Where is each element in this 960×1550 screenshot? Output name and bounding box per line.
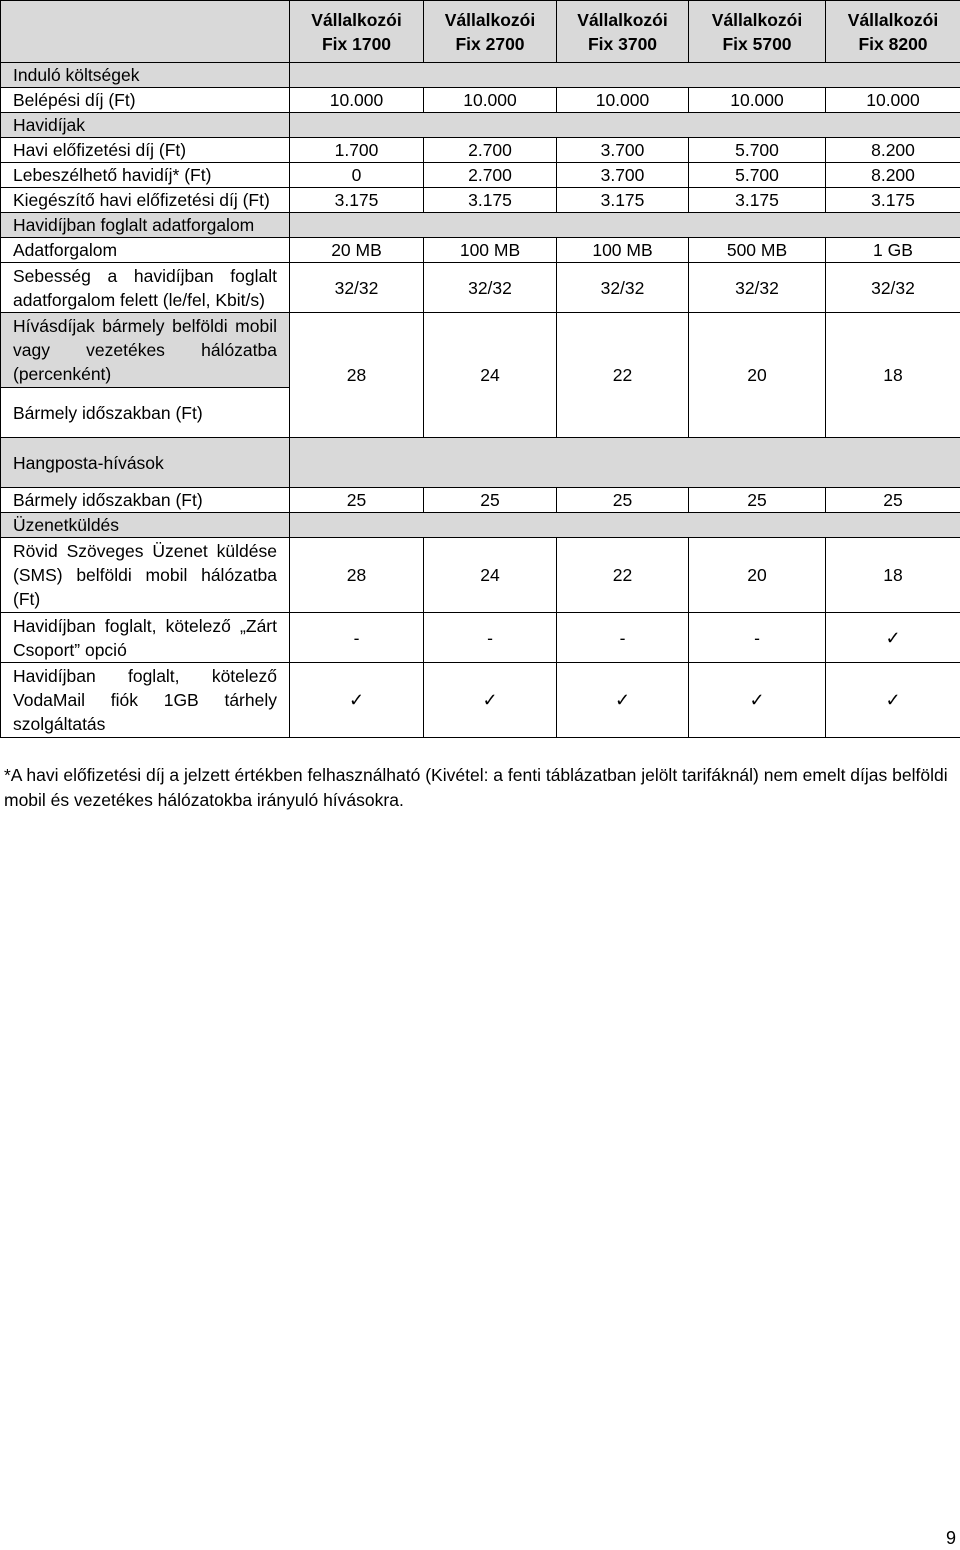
row-label: Rövid Szöveges Üzenet küldése (SMS) belföldi mobil hálózatba (Ft) [1, 538, 290, 613]
cell-value: 5.700 [689, 163, 826, 188]
table-row-belepesi [1, 88, 960, 113]
cell-value: - [290, 613, 424, 663]
cell-value: 24 [424, 538, 557, 613]
row-label: Havidíjban foglalt, kötelező „Zárt Csoport” opció [1, 613, 290, 663]
cell-value: 25 [290, 488, 424, 513]
row-label: Lebeszélhető havidíj* (Ft) [1, 163, 290, 188]
cell-value: 0 [290, 163, 424, 188]
cell-value: 100 MB [557, 238, 689, 263]
section-label: Hangposta-hívások [1, 438, 290, 488]
section-blank [290, 513, 960, 538]
page-number: 9 [945, 1528, 956, 1548]
row-label: Bármely időszakban (Ft) [1, 388, 290, 438]
cell-value: 25 [689, 488, 826, 513]
header-row [1, 1, 960, 63]
section-label: Hívásdíjak bármely belföldi mobil vagy vezetékes hálózatba (percenként) [1, 313, 290, 388]
table-row-havi-elofizetesi [1, 138, 960, 163]
table-row-sms [1, 538, 960, 613]
cell-value: 3.175 [557, 188, 689, 213]
row-label: Kiegészítő havi előfizetési díj (Ft) [1, 188, 290, 213]
cell-value: 28 [290, 313, 424, 438]
pricing-table [0, 0, 960, 738]
cell-value: 8.200 [826, 163, 960, 188]
section-blank [290, 438, 960, 488]
cell-value: 2.700 [424, 163, 557, 188]
table-row-sebesseg [1, 263, 960, 313]
table-row-zart-csoport [1, 613, 960, 663]
cell-value: 22 [557, 538, 689, 613]
cell-value: 3.175 [424, 188, 557, 213]
cell-value: 100 MB [424, 238, 557, 263]
table-row-lebeszelheto [1, 163, 960, 188]
check-icon: ✓ [557, 663, 689, 738]
header-plan-3: Vállalkozói Fix 3700 [557, 1, 689, 63]
section-blank [290, 213, 960, 238]
section-blank [290, 63, 960, 88]
section-label: Üzenetküldés [1, 513, 290, 538]
table-row-kiegeszito [1, 188, 960, 213]
cell-value: 20 [689, 313, 826, 438]
row-label: Havi előfizetési díj (Ft) [1, 138, 290, 163]
cell-value: 3.175 [290, 188, 424, 213]
section-blank [290, 113, 960, 138]
cell-value: 2.700 [424, 138, 557, 163]
header-plan-4: Vállalkozói Fix 5700 [689, 1, 826, 63]
cell-value: 28 [290, 538, 424, 613]
row-label: Sebesség a havidíjban foglalt adatforgalom felett (le/fel, Kbit/s) [1, 263, 290, 313]
cell-value: 3.700 [557, 138, 689, 163]
cell-value: 25 [424, 488, 557, 513]
check-icon: ✓ [290, 663, 424, 738]
section-row-havidijak [1, 113, 960, 138]
cell-value: 10.000 [424, 88, 557, 113]
cell-value: 32/32 [689, 263, 826, 313]
cell-value: 1 GB [826, 238, 960, 263]
cell-value: 32/32 [557, 263, 689, 313]
header-plan-5: Vállalkozói Fix 8200 [826, 1, 960, 63]
cell-value: 10.000 [557, 88, 689, 113]
cell-value: 32/32 [290, 263, 424, 313]
check-icon: ✓ [689, 663, 826, 738]
cell-value: 18 [826, 538, 960, 613]
cell-value: 32/32 [826, 263, 960, 313]
cell-value: 24 [424, 313, 557, 438]
section-label: Induló költségek [1, 63, 290, 88]
row-label: Havidíjban foglalt, kötelező VodaMail fiók 1GB tárhely szolgáltatás [1, 663, 290, 738]
cell-value: 20 MB [290, 238, 424, 263]
cell-value: 5.700 [689, 138, 826, 163]
cell-value: 10.000 [826, 88, 960, 113]
table-row-adatforgalom [1, 238, 960, 263]
section-label: Havidíjak [1, 113, 290, 138]
cell-value: 25 [826, 488, 960, 513]
cell-value: 3.175 [826, 188, 960, 213]
check-icon: ✓ [424, 663, 557, 738]
cell-value: 20 [689, 538, 826, 613]
cell-value: 3.700 [557, 163, 689, 188]
cell-value: 18 [826, 313, 960, 438]
section-label: Havidíjban foglalt adatforgalom [1, 213, 290, 238]
cell-value: 32/32 [424, 263, 557, 313]
row-label: Adatforgalom [1, 238, 290, 263]
cell-value: 8.200 [826, 138, 960, 163]
section-row-indulo [1, 63, 960, 88]
row-label: Belépési díj (Ft) [1, 88, 290, 113]
section-row-hangposta [1, 438, 960, 488]
cell-value: 500 MB [689, 238, 826, 263]
cell-value: 1.700 [290, 138, 424, 163]
header-plan-1: Vállalkozói Fix 1700 [290, 1, 424, 63]
cell-value: 22 [557, 313, 689, 438]
table-row-vodamail [1, 663, 960, 738]
table-row-barmely-hangposta [1, 488, 960, 513]
row-label: Bármely időszakban (Ft) [1, 488, 290, 513]
cell-value: - [424, 613, 557, 663]
header-plan-2: Vállalkozói Fix 2700 [424, 1, 557, 63]
header-corner-cell [1, 1, 290, 63]
cell-value: 10.000 [290, 88, 424, 113]
cell-value: 25 [557, 488, 689, 513]
footnote: *A havi előfizetési díj a jelzett értékben felhasználható (Kivétel: a fenti táblázatban jelölt tarifáknál) nem emelt díjas belföldi mobil és vezetékes hálózatokba irányuló hívásokra. [4, 765, 948, 810]
cell-value: 3.175 [689, 188, 826, 213]
check-icon: ✓ [826, 663, 960, 738]
cell-value: 10.000 [689, 88, 826, 113]
section-row-hivasdijak [1, 313, 960, 388]
section-row-adatforgalom [1, 213, 960, 238]
check-icon: ✓ [826, 613, 960, 663]
section-row-uzenetkuldes [1, 513, 960, 538]
cell-value: - [689, 613, 826, 663]
cell-value: - [557, 613, 689, 663]
